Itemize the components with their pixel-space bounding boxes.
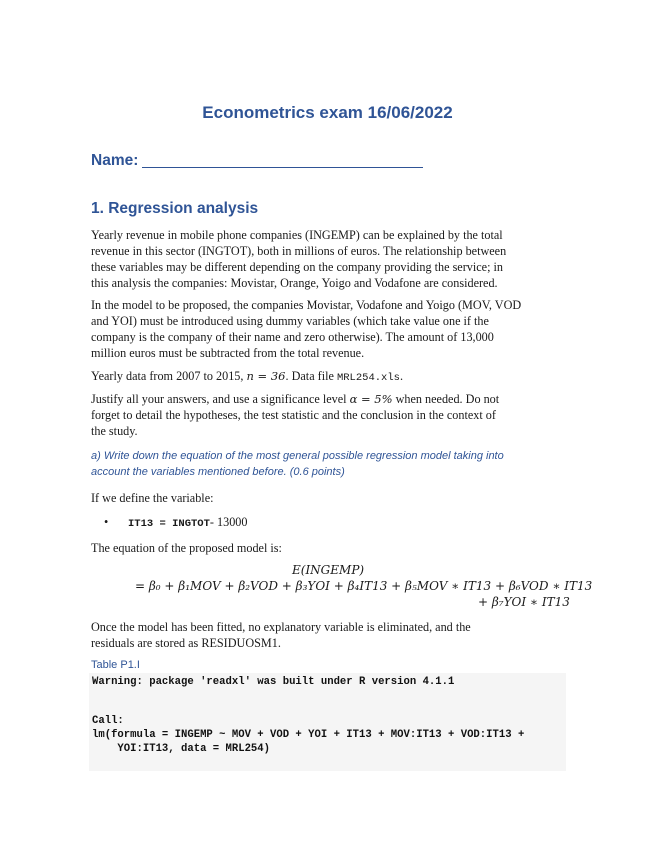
instructions-text-cont: when needed. Do not (395, 392, 500, 406)
define-text (91, 490, 571, 506)
code-block (89, 673, 566, 771)
paragraph-data-info (91, 368, 571, 386)
paragraph-dummies (91, 297, 571, 361)
code-line: Call: (92, 715, 124, 727)
question-a (91, 448, 561, 480)
text-line: Yearly revenue in mobile phone companies (INGEMP) can be explained by the total (91, 228, 503, 242)
text-line: revenue in this sector (INGTOT), both in millions of euros. The relationship between (91, 244, 507, 258)
data-file-text: . Data file (285, 369, 334, 383)
code-line: YOI:IT13, data = MRL254) (92, 743, 271, 755)
bullet-icon: • (104, 515, 109, 529)
text-line: In the model to be proposed, the companies Movistar, Vodafone and Yoigo (MOV, VOD (91, 298, 522, 312)
text-line: company is the company of their name and zero otherwise). The amount of 13,000 (91, 330, 494, 344)
paragraph-instructions (91, 391, 571, 439)
instructions-text: Justify all your answers, and use a significance level (91, 392, 347, 406)
section-heading: 1. Regression analysis (91, 200, 259, 217)
text-line: the study. (91, 424, 138, 438)
text-line: million euros must be subtracted from the total revenue. (91, 346, 365, 360)
paragraph-intro (91, 227, 571, 291)
name-label: Name: (91, 152, 139, 169)
question-line: a) Write down the equation of the most general possible regression model taking into (91, 450, 504, 462)
data-file-name: MRL254.xls (336, 372, 400, 384)
text-line: these variables may be different depending on the company providing the service; in (91, 260, 503, 274)
text-line: and YOI) must be introduced using dummy variables (which take value one if the (91, 314, 489, 328)
text-line (91, 391, 571, 407)
document-title: Econometrics exam 16/06/2022 (202, 103, 453, 122)
name-underline (142, 152, 423, 168)
equation-intro (91, 540, 571, 556)
variable-definition-rest: - 13000 (209, 515, 248, 529)
paragraph-residuals (91, 619, 571, 651)
text-line: Once the model has been fitted, no explanatory variable is eliminated, and the (91, 620, 471, 634)
code-line: lm(formula = INGEMP ~ MOV + VOD + YOI + IT13 + MOV:IT13 + VOD:IT13 + (92, 729, 525, 741)
text-line (91, 368, 571, 386)
name-field (91, 152, 423, 170)
equation-line-1: = β₀ + β₁MOV + β₂VOD + β₃YOI + β₄IT13 + β₅MOV ∗ IT13 + β₆VOD ∗ IT13 (135, 579, 593, 593)
period: . (399, 369, 403, 383)
data-years-text: Yearly data from 2007 to 2015, (91, 369, 244, 383)
sample-size: n = 36 (246, 369, 286, 383)
text-line: If we define the variable: (91, 491, 214, 505)
variable-definition: IT13 = INGTOT (128, 518, 210, 530)
equation-line-2: + β₇YOI ∗ IT13 (478, 595, 570, 609)
code-line: Warning: package 'readxl' was built under R version 4.1.1 (92, 676, 455, 688)
text-line: forget to detail the hypotheses, the test statistic and the conclusion in the context of (91, 408, 496, 422)
question-line: account the variables mentioned before. (0.6 points) (91, 466, 345, 478)
list-item (104, 515, 248, 530)
equation-lhs: E(INGEMP) (292, 563, 365, 577)
text-line: residuals are stored as RESIDUOSM1. (91, 636, 281, 650)
significance-level: α = 5% (349, 392, 393, 406)
table-label: Table P1.I (91, 659, 140, 671)
text-line: The equation of the proposed model is: (91, 541, 282, 555)
text-line: this analysis the companies: Movistar, Orange, Yoigo and Vodafone are considered. (91, 276, 498, 290)
